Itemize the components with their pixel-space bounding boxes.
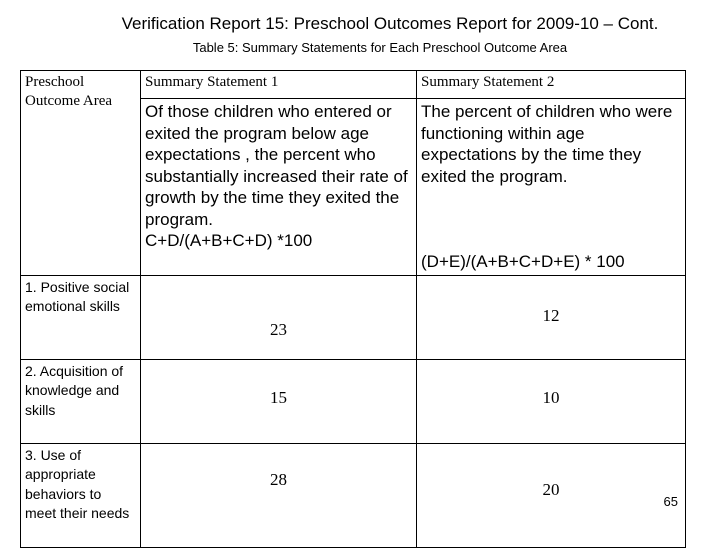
ss2-definition <box>417 99 686 276</box>
table-caption: Table 5: Summary Statements for Each Preschool Outcome Area <box>192 40 568 55</box>
ss2-formula: (D+E)/(A+B+C+D+E) * 100 <box>421 252 625 271</box>
header-summary-statement-1: Summary Statement 1 <box>141 71 417 99</box>
ss2-value-1: 12 <box>417 275 686 359</box>
summary-table <box>20 70 686 548</box>
report-title: Verification Report 15: Preschool Outcomes Report for 2009-10 – Cont. <box>121 14 659 33</box>
ss2-value-2: 10 <box>417 359 686 443</box>
ss1-definition <box>141 99 417 276</box>
ss2-description: The percent of children who were functioning within age expectations by the time they exited the program. <box>421 102 673 186</box>
ss1-value-3: 28 <box>141 443 417 547</box>
outcome-area-3: 3. Use of appropriate behaviors to meet their needs <box>21 443 141 547</box>
ss1-value-1: 23 <box>141 275 417 359</box>
page-number: 65 <box>663 494 678 509</box>
ss1-value-2: 15 <box>141 359 417 443</box>
ss2-value-3: 20 <box>417 443 686 547</box>
ss1-description: Of those children who entered or exited the program below age expectations , the percent who substantially increased their rate of growth by the time they exited the program. <box>145 102 408 229</box>
table-row <box>21 359 686 443</box>
table-row <box>21 275 686 359</box>
header-summary-statement-2: Summary Statement 2 <box>417 71 686 99</box>
table-row <box>21 443 686 547</box>
ss1-formula: C+D/(A+B+C+D) *100 <box>145 231 313 250</box>
header-row <box>21 71 686 99</box>
outcome-area-1: 1. Positive social emotional skills <box>21 275 141 359</box>
header-outcome-area: Preschool Outcome Area <box>21 71 141 276</box>
outcome-area-2: 2. Acquisition of knowledge and skills <box>21 359 141 443</box>
